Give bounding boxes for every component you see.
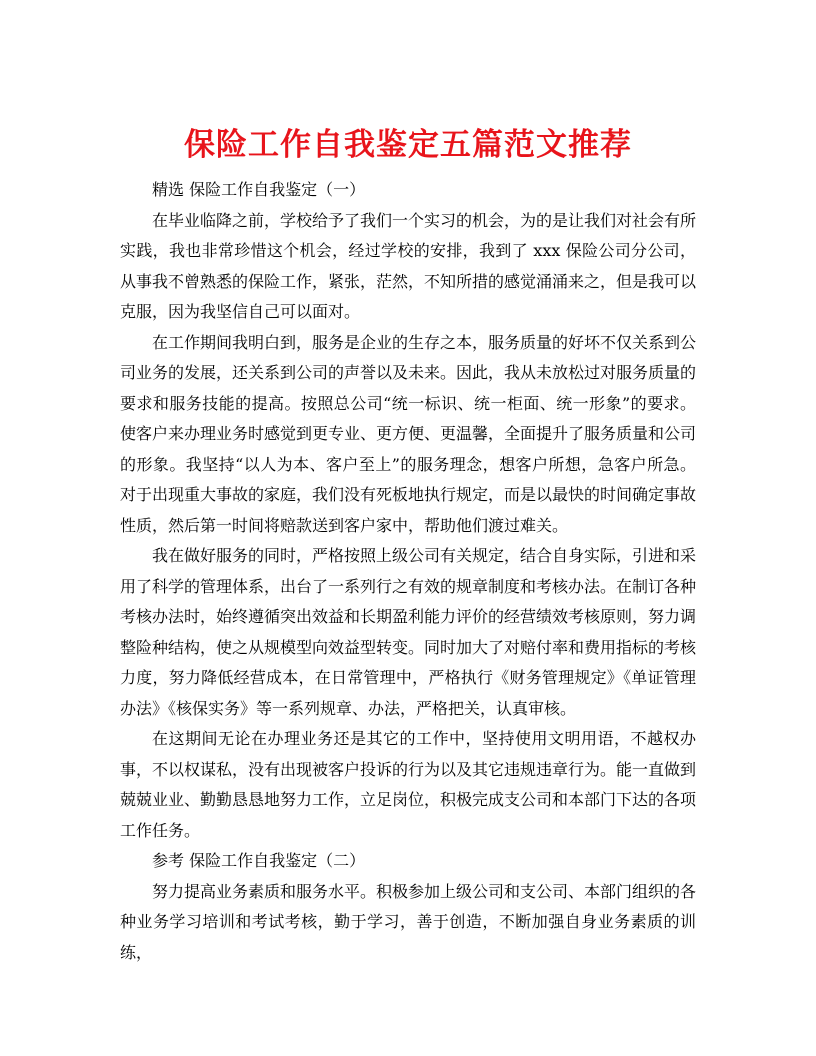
section-heading-1: 精选 保险工作自我鉴定（一） (152, 180, 366, 199)
paragraph-5: 努力提高业务素质和服务水平。积极参加上级公司和支公司、本部门组织的各种业务学习培训和考试考核，勤于学习，善于创造，不断加强自身业务素质的训练， (120, 881, 697, 962)
section-heading-2: 参考 保险工作自我鉴定（二） (152, 851, 366, 870)
paragraph-4: 在这期间无论在办理业务还是其它的工作中，坚持使用文明用语，不越权办事，不以权谋私，没有出现被客户投诉的行为以及其它违规违章行为。能一直做到兢兢业业、勤勤恳恳地努力工作，立足岗位，积极完成支公司和本部门下达的各项工作任务。 (120, 729, 697, 840)
paragraph-1: 在毕业临降之前，学校给予了我们一个实习的机会，为的是让我们对社会有所实践，我也非常珍惜这个机会，经过学校的安排，我到了 xxx 保险公司分公司，从事我不曾熟悉的保险工作，紧张，茫然，不知所措的感觉涌涌来之，但是我可以克服，因为我坚信自己可以面对。 (120, 210, 697, 321)
document-title: 保险工作自我鉴定五篇范文推荐 (184, 126, 632, 163)
paragraph-3: 我在做好服务的同时，严格按照上级公司有关规定，结合自身实际，引进和采用了科学的管理体系，出台了一系列行之有效的规章制度和考核办法。在制订各种考核办法时，始终遵循突出效益和长期盈利能力评价的经营绩效考核原则，努力调整险种结构，使之从规模型向效益型转变。同时加大了对赔付率和费用指标的考核力度，努力降低经营成本，在日常管理中，严格执行《财务管理规定》《单证管理办法》《核保实务》等一系列规章、办法，严格把关，认真审核。 (120, 546, 697, 718)
document-body (120, 175, 696, 968)
paragraph-2: 在工作期间我明白到，服务是企业的生存之本，服务质量的好坏不仅关系到公司业务的发展，还关系到公司的声誉以及未来。因此，我从未放松过对服务质量的要求和服务技能的提高。按照总公司“统一标识、统一柜面、统一形象”的要求。使客户来办理业务时感觉到更专业、更方便、更温馨，全面提升了服务质量和公司的形象。我坚持“以人为本、客户至上”的服务理念，想客户所想，急客户所急。对于出现重大事故的家庭，我们没有死板地执行规定，而是以最快的时间确定事故性质，然后第一时间将赔款送到客户家中，帮助他们渡过难关。 (120, 332, 697, 535)
